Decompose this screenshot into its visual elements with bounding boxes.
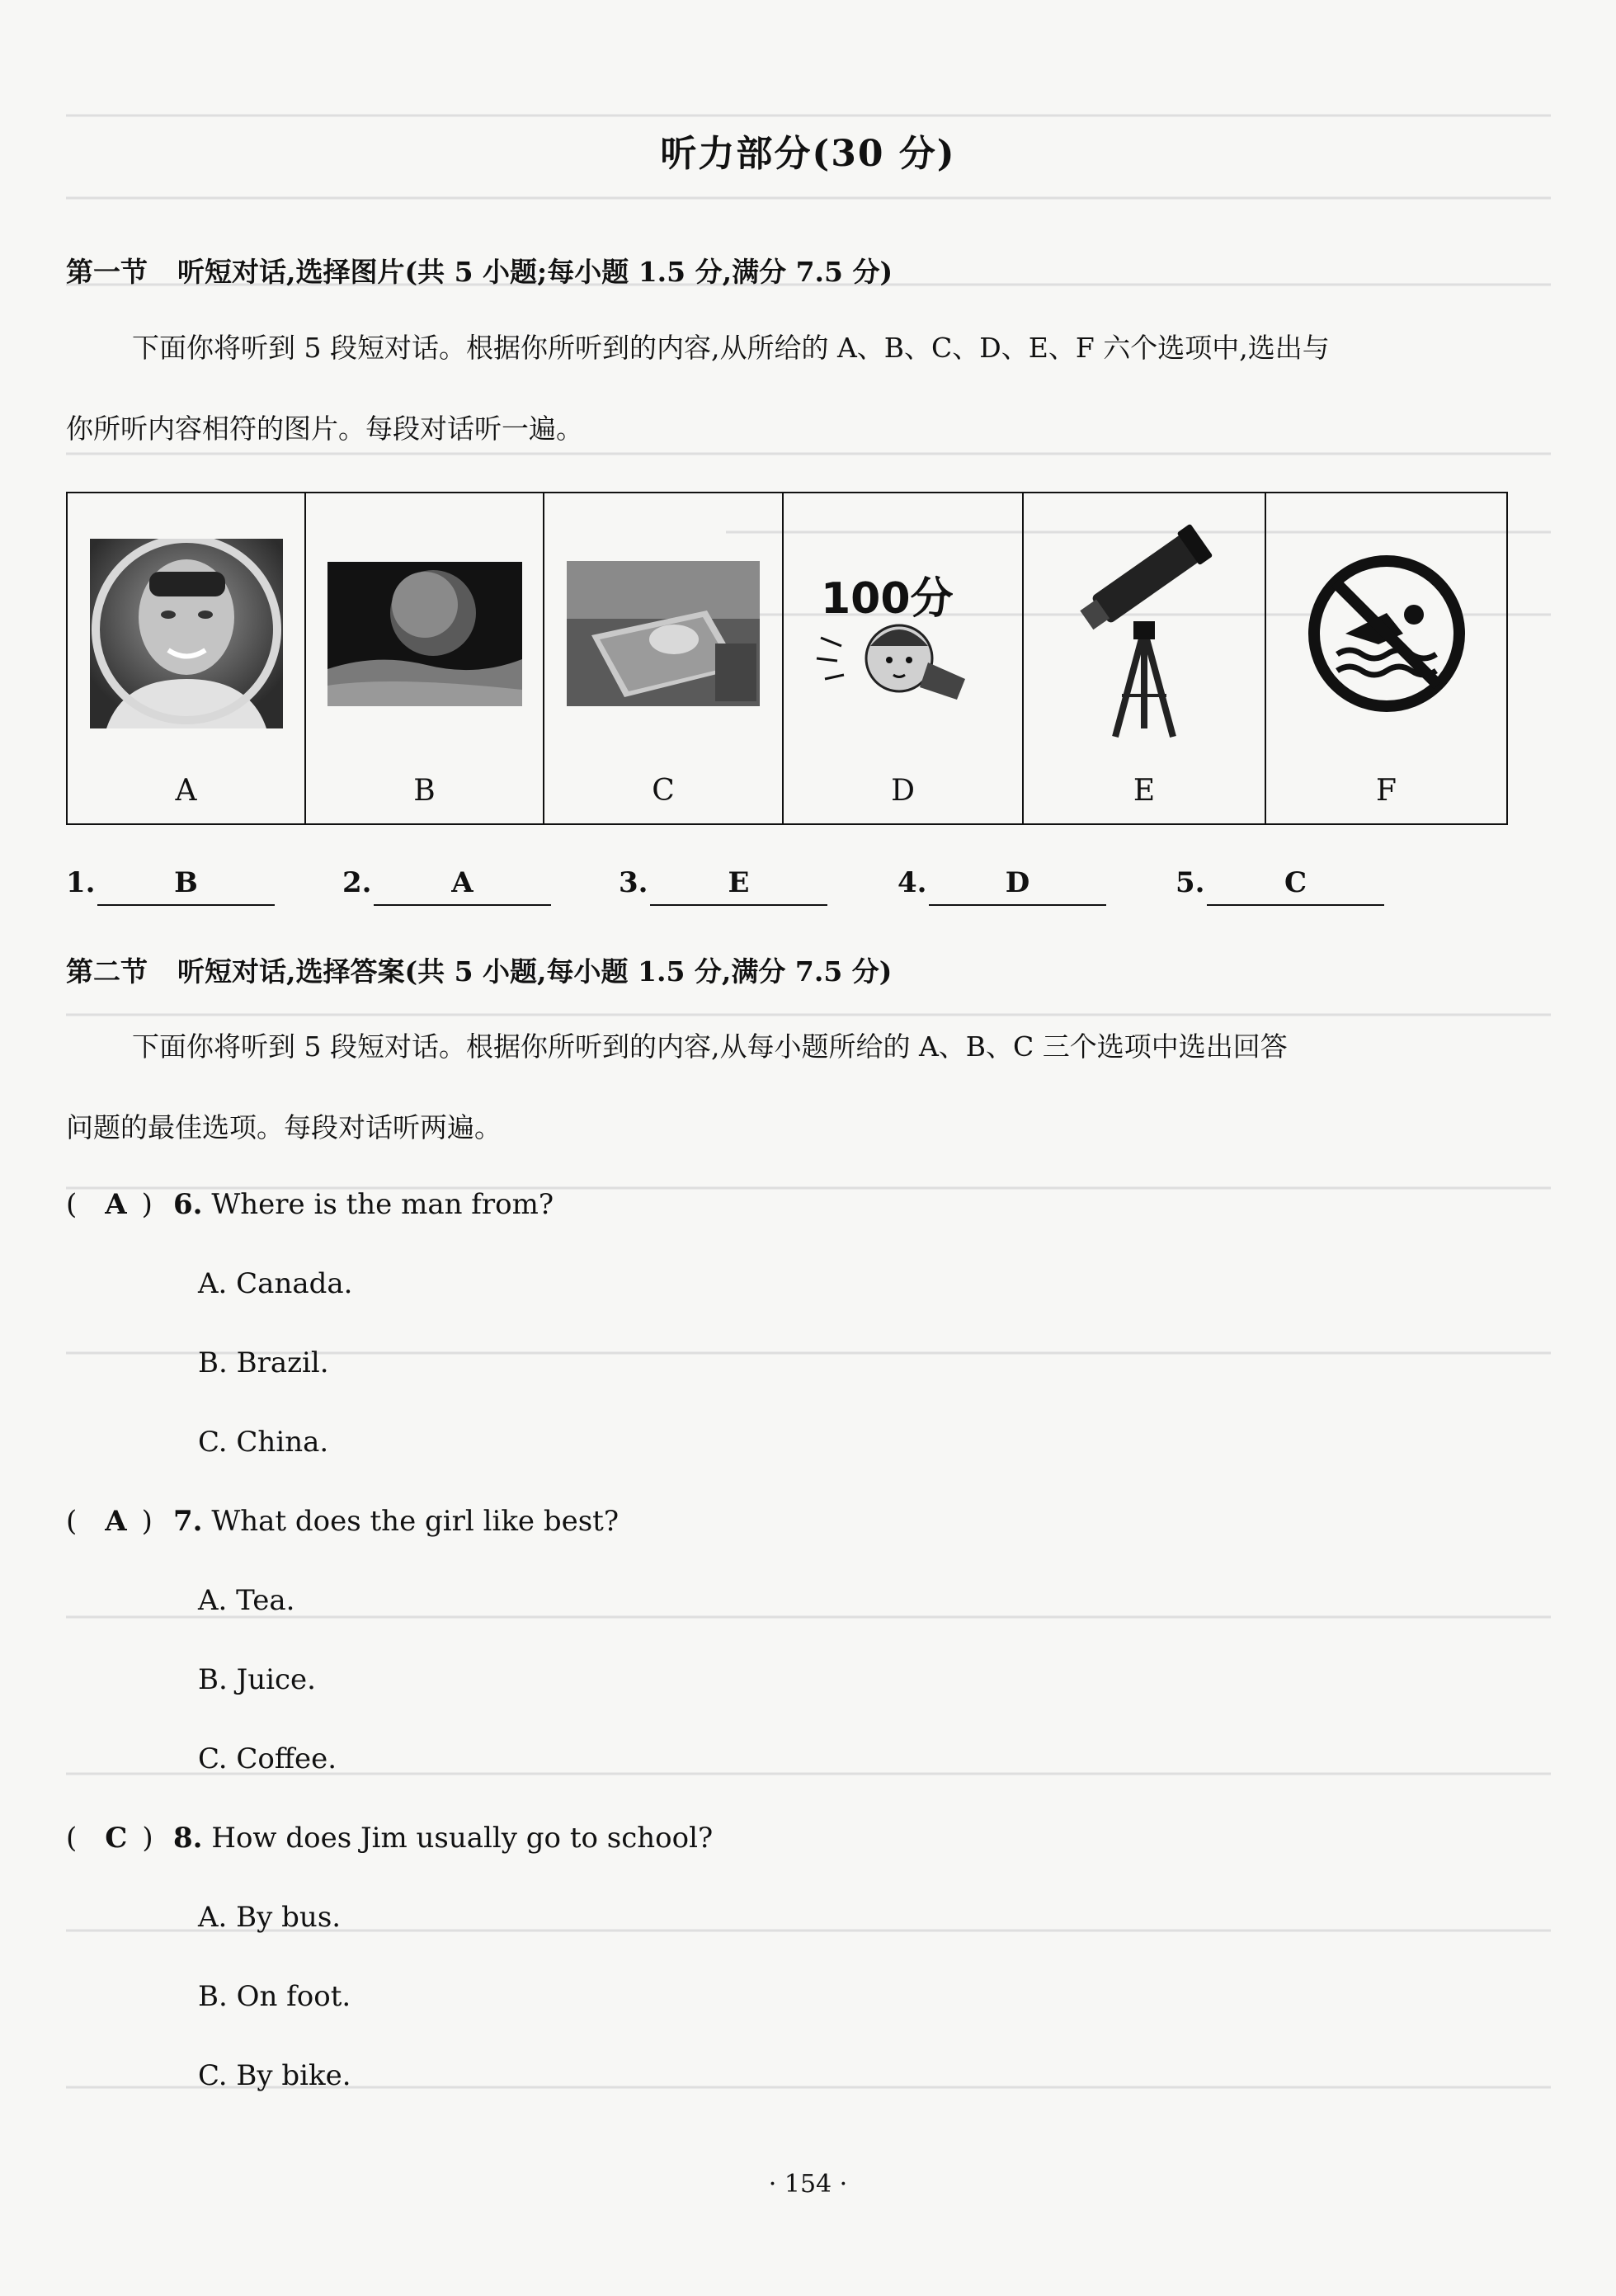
question-8	[66, 1822, 713, 1855]
question-8-text: How does Jim usually go to school?	[211, 1822, 714, 1855]
section-1-desc	[177, 256, 893, 288]
question-6-text: Where is the man from?	[211, 1188, 554, 1221]
section-1-instruction-line-1: 下面你将听到 5 段短对话。根据你所听到的内容,从所给的 A、B、C、D、E、F 六个选项中,选出与	[132, 332, 1330, 364]
answer-4	[898, 866, 1030, 899]
question-6-option-b: B. Brazil.	[198, 1346, 329, 1379]
question-7-answer-paren[interactable]: ( A )	[66, 1505, 153, 1538]
picture-cell-c	[544, 493, 784, 823]
page-title: 听力部分(30 分)	[660, 133, 956, 175]
question-6-answer: A	[105, 1188, 127, 1221]
question-8-answer: C	[105, 1822, 128, 1855]
question-8-option-b: B. On foot.	[198, 1980, 351, 2013]
picture-cell-e	[1024, 493, 1266, 823]
answer-3	[619, 866, 750, 899]
telescope-icon	[1066, 506, 1223, 745]
answer-4-blank[interactable]: D	[929, 866, 1106, 906]
question-6-option-c: C. China.	[198, 1426, 329, 1459]
question-7	[66, 1505, 619, 1538]
question-8-answer-paren[interactable]: ( C )	[66, 1822, 153, 1855]
section-1-desc-text: 听短对话,选择图片(共 5 小题;每小题 1.5 分,满分 7.5 分)	[177, 256, 893, 288]
earth-from-moon-photo-icon	[327, 562, 522, 706]
question-7-option-c: C. Coffee.	[198, 1742, 337, 1775]
section-2-instruction-line-2: 问题的最佳选项。每段对话听两遍。	[66, 1111, 502, 1143]
section-2-desc-text: 听短对话,选择答案(共 5 小题,每小题 1.5 分,满分 7.5 分)	[177, 955, 893, 988]
question-6	[66, 1188, 554, 1221]
question-8-option-c: C. By bike.	[198, 2059, 351, 2092]
answer-3-blank[interactable]: E	[650, 866, 827, 906]
picture-cell-f	[1266, 493, 1506, 823]
picture-letter-c: C	[652, 774, 675, 808]
laptop-typing-photo-icon	[567, 561, 760, 706]
picture-cell-b	[306, 493, 544, 823]
section-1-header	[66, 251, 893, 290]
section-1-number: 第一节	[66, 256, 148, 288]
question-7-number: 7.	[173, 1505, 203, 1538]
svg-text:100分: 100分	[820, 574, 954, 624]
question-8-number: 8.	[173, 1822, 203, 1855]
picture-options-table	[66, 492, 1508, 825]
section-2-number: 第二节	[66, 955, 148, 988]
question-7-answer: A	[105, 1505, 127, 1538]
question-6-answer-paren[interactable]: ( A )	[66, 1188, 153, 1221]
question-7-option-a: A. Tea.	[198, 1584, 295, 1617]
picture-cell-d	[784, 493, 1024, 823]
answer-4-number: 4.	[898, 866, 927, 899]
section-2-instruction-line-1: 下面你将听到 5 段短对话。根据你所听到的内容,从每小题所给的 A、B、C 三个选项中选出回答	[132, 1030, 1288, 1063]
no-swimming-sign-icon	[1308, 555, 1465, 712]
answer-1-blank[interactable]: B	[97, 866, 275, 906]
picture-answers-row	[66, 866, 1551, 916]
answer-2-blank[interactable]: A	[374, 866, 551, 906]
answer-1	[66, 866, 198, 899]
answer-5-number: 5.	[1175, 866, 1205, 899]
picture-letter-a: A	[175, 774, 197, 808]
picture-letter-f: F	[1376, 774, 1397, 808]
answer-2	[342, 866, 473, 899]
picture-letter-e: E	[1133, 774, 1156, 808]
question-6-number: 6.	[173, 1188, 203, 1221]
astronaut-photo-icon	[90, 539, 283, 728]
section-2-desc	[177, 955, 892, 988]
section-2-instructions	[66, 1007, 1518, 1168]
question-8-option-a: A. By bus.	[198, 1901, 342, 1934]
page-number: · 154 ·	[768, 2170, 848, 2199]
answer-3-number: 3.	[619, 866, 648, 899]
question-7-option-b: B. Juice.	[198, 1663, 316, 1696]
picture-cell-a	[68, 493, 306, 823]
section-1-instructions	[66, 308, 1518, 469]
section-2-header	[66, 950, 892, 989]
answer-1-number: 1.	[66, 866, 96, 899]
answer-5	[1175, 866, 1307, 899]
answer-5-blank[interactable]: C	[1207, 866, 1384, 906]
section-1-instruction-line-2: 你所听内容相符的图片。每段对话听一遍。	[66, 413, 583, 445]
picture-letter-b: B	[413, 774, 436, 808]
picture-letter-d: D	[891, 774, 915, 808]
answer-2-number: 2.	[342, 866, 372, 899]
100-score-cartoon-icon	[804, 555, 1002, 712]
question-6-option-a: A. Canada.	[198, 1267, 353, 1300]
question-7-text: What does the girl like best?	[211, 1505, 620, 1538]
